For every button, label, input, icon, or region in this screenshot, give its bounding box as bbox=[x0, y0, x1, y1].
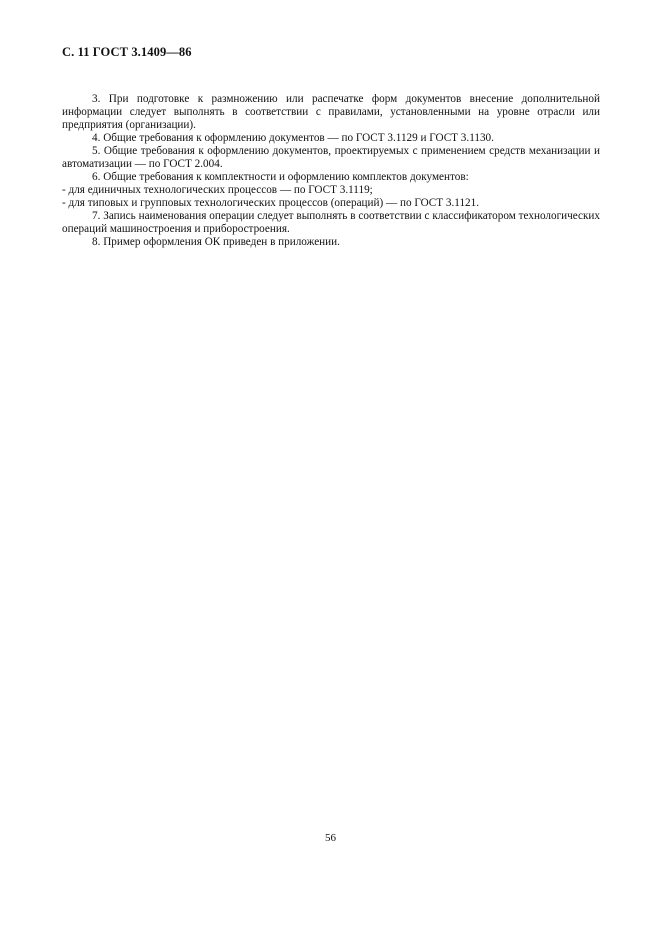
paragraph-5: 5. Общие требования к оформлению документов, проектируемых с применением средств механизации и автоматизации — по ГОСТ 2.004. bbox=[62, 145, 600, 170]
paragraph-8: 8. Пример оформления ОК приведен в приложении. bbox=[92, 236, 340, 248]
paragraph-3: 3. При подготовке к размножению или распечатке форм документов внесение дополнительной информации следует выполнять в соответствии с правилами, установленными на уровне отрасли или предприятия (организации). bbox=[62, 93, 600, 131]
page-header: С. 11 ГОСТ 3.1409—86 bbox=[62, 45, 192, 59]
list-item-single-processes: - для единичных технологических процессов — по ГОСТ 3.1119; bbox=[62, 184, 373, 196]
page-number: 56 bbox=[325, 832, 336, 844]
paragraph-7: 7. Запись наименования операции следует выполнять в соответствии с классификатором технологических операций машиностроения и приборостроения. bbox=[62, 210, 600, 235]
list-item-typical-processes: - для типовых и групповых технологических процессов (операций) — по ГОСТ 3.1121. bbox=[62, 197, 480, 209]
document-body bbox=[62, 93, 600, 249]
paragraph-4: 4. Общие требования к оформлению документов — по ГОСТ 3.1129 и ГОСТ 3.1130. bbox=[92, 132, 494, 144]
paragraph-6: 6. Общие требования к комплектности и оформлению комплектов документов: bbox=[92, 171, 469, 183]
